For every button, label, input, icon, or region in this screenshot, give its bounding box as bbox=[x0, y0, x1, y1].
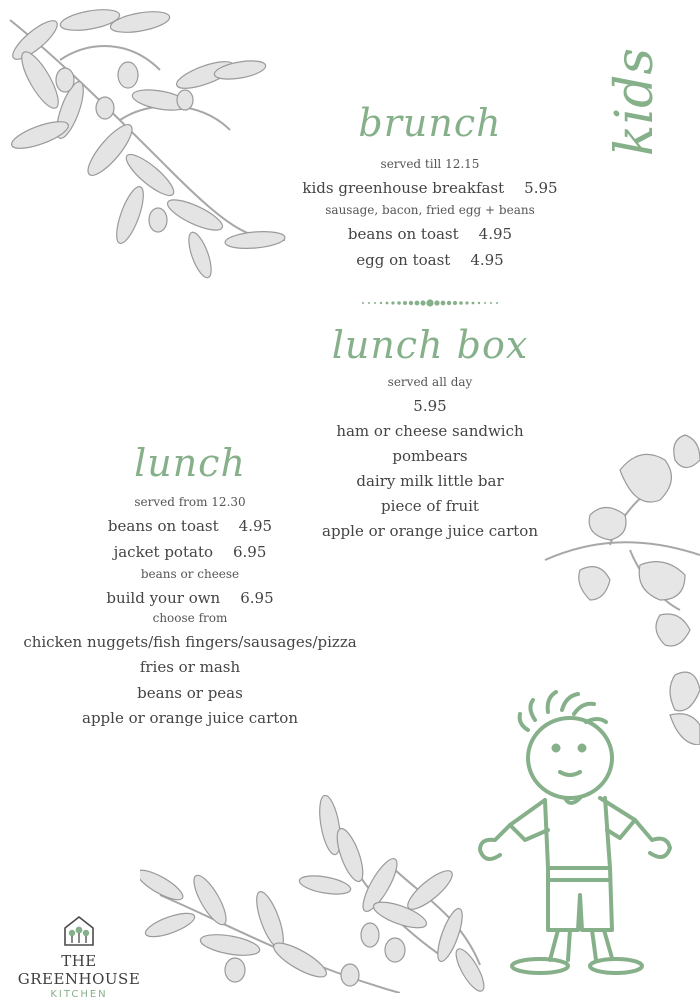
menu-choice: beans or peas bbox=[137, 684, 243, 702]
menu-item: pombears bbox=[392, 447, 468, 465]
menu-item-price: 6.95 bbox=[240, 589, 274, 607]
olive-branch-top-left-illustration bbox=[0, 0, 300, 290]
menu-item-price: 4.95 bbox=[238, 517, 273, 535]
brunch-heading: brunch bbox=[358, 101, 502, 145]
menu-choice: chicken nuggets/fish fingers/sausages/pizza bbox=[23, 633, 357, 651]
child-line-drawing-illustration bbox=[470, 690, 690, 985]
menu-item-price: 6.95 bbox=[233, 543, 267, 561]
menu-item bbox=[290, 178, 570, 198]
menu-item-name: build your own bbox=[106, 589, 221, 607]
menu-item bbox=[290, 250, 570, 270]
menu-item-price: 4.95 bbox=[478, 225, 513, 243]
lunch-box-heading: lunch box bbox=[331, 323, 529, 367]
lunch-box-price: 5.95 bbox=[413, 397, 447, 415]
menu-item: apple or orange juice carton bbox=[322, 522, 538, 540]
lunch-section bbox=[20, 440, 360, 728]
restaurant-logo bbox=[0, 914, 158, 1001]
brunch-section bbox=[290, 100, 570, 270]
menu-item-description: sausage, bacon, fried egg + beans bbox=[325, 203, 535, 217]
dotted-divider bbox=[360, 297, 500, 309]
menu-item: piece of fruit bbox=[381, 497, 479, 515]
logo-brand-name: THE GREENHOUSE bbox=[17, 952, 141, 988]
menu-choice: apple or orange juice carton bbox=[82, 709, 298, 727]
menu-item-price: 5.95 bbox=[524, 179, 558, 197]
menu-item-name: beans on toast bbox=[347, 225, 459, 243]
menu-item bbox=[290, 224, 570, 244]
menu-item-price: 4.95 bbox=[470, 251, 504, 269]
menu-item bbox=[20, 542, 360, 562]
menu-item bbox=[20, 516, 360, 536]
menu-item bbox=[20, 588, 360, 608]
olive-branch-bottom-illustration bbox=[140, 795, 500, 993]
lunch-heading: lunch bbox=[134, 441, 246, 485]
menu-item-description: beans or cheese bbox=[140, 567, 240, 581]
logo-subtitle: KITCHEN bbox=[50, 989, 108, 1000]
lunch-serving-note: served from 12.30 bbox=[134, 495, 246, 509]
lunch-box-serving-note: served all day bbox=[387, 375, 473, 389]
menu-item-name: kids greenhouse breakfast bbox=[302, 179, 505, 197]
menu-item-name: jacket potato bbox=[113, 543, 213, 561]
menu-item: ham or cheese sandwich bbox=[336, 422, 524, 440]
menu-item-name: beans on toast bbox=[107, 517, 219, 535]
menu-choice: fries or mash bbox=[139, 658, 241, 676]
page-title: kids bbox=[605, 47, 665, 157]
menu-item-name: egg on toast bbox=[356, 251, 451, 269]
brunch-serving-note: served till 12.15 bbox=[380, 157, 480, 171]
menu-item-description: choose from bbox=[152, 611, 228, 625]
menu-item: dairy milk little bar bbox=[356, 472, 504, 490]
greenhouse-icon bbox=[62, 914, 96, 948]
